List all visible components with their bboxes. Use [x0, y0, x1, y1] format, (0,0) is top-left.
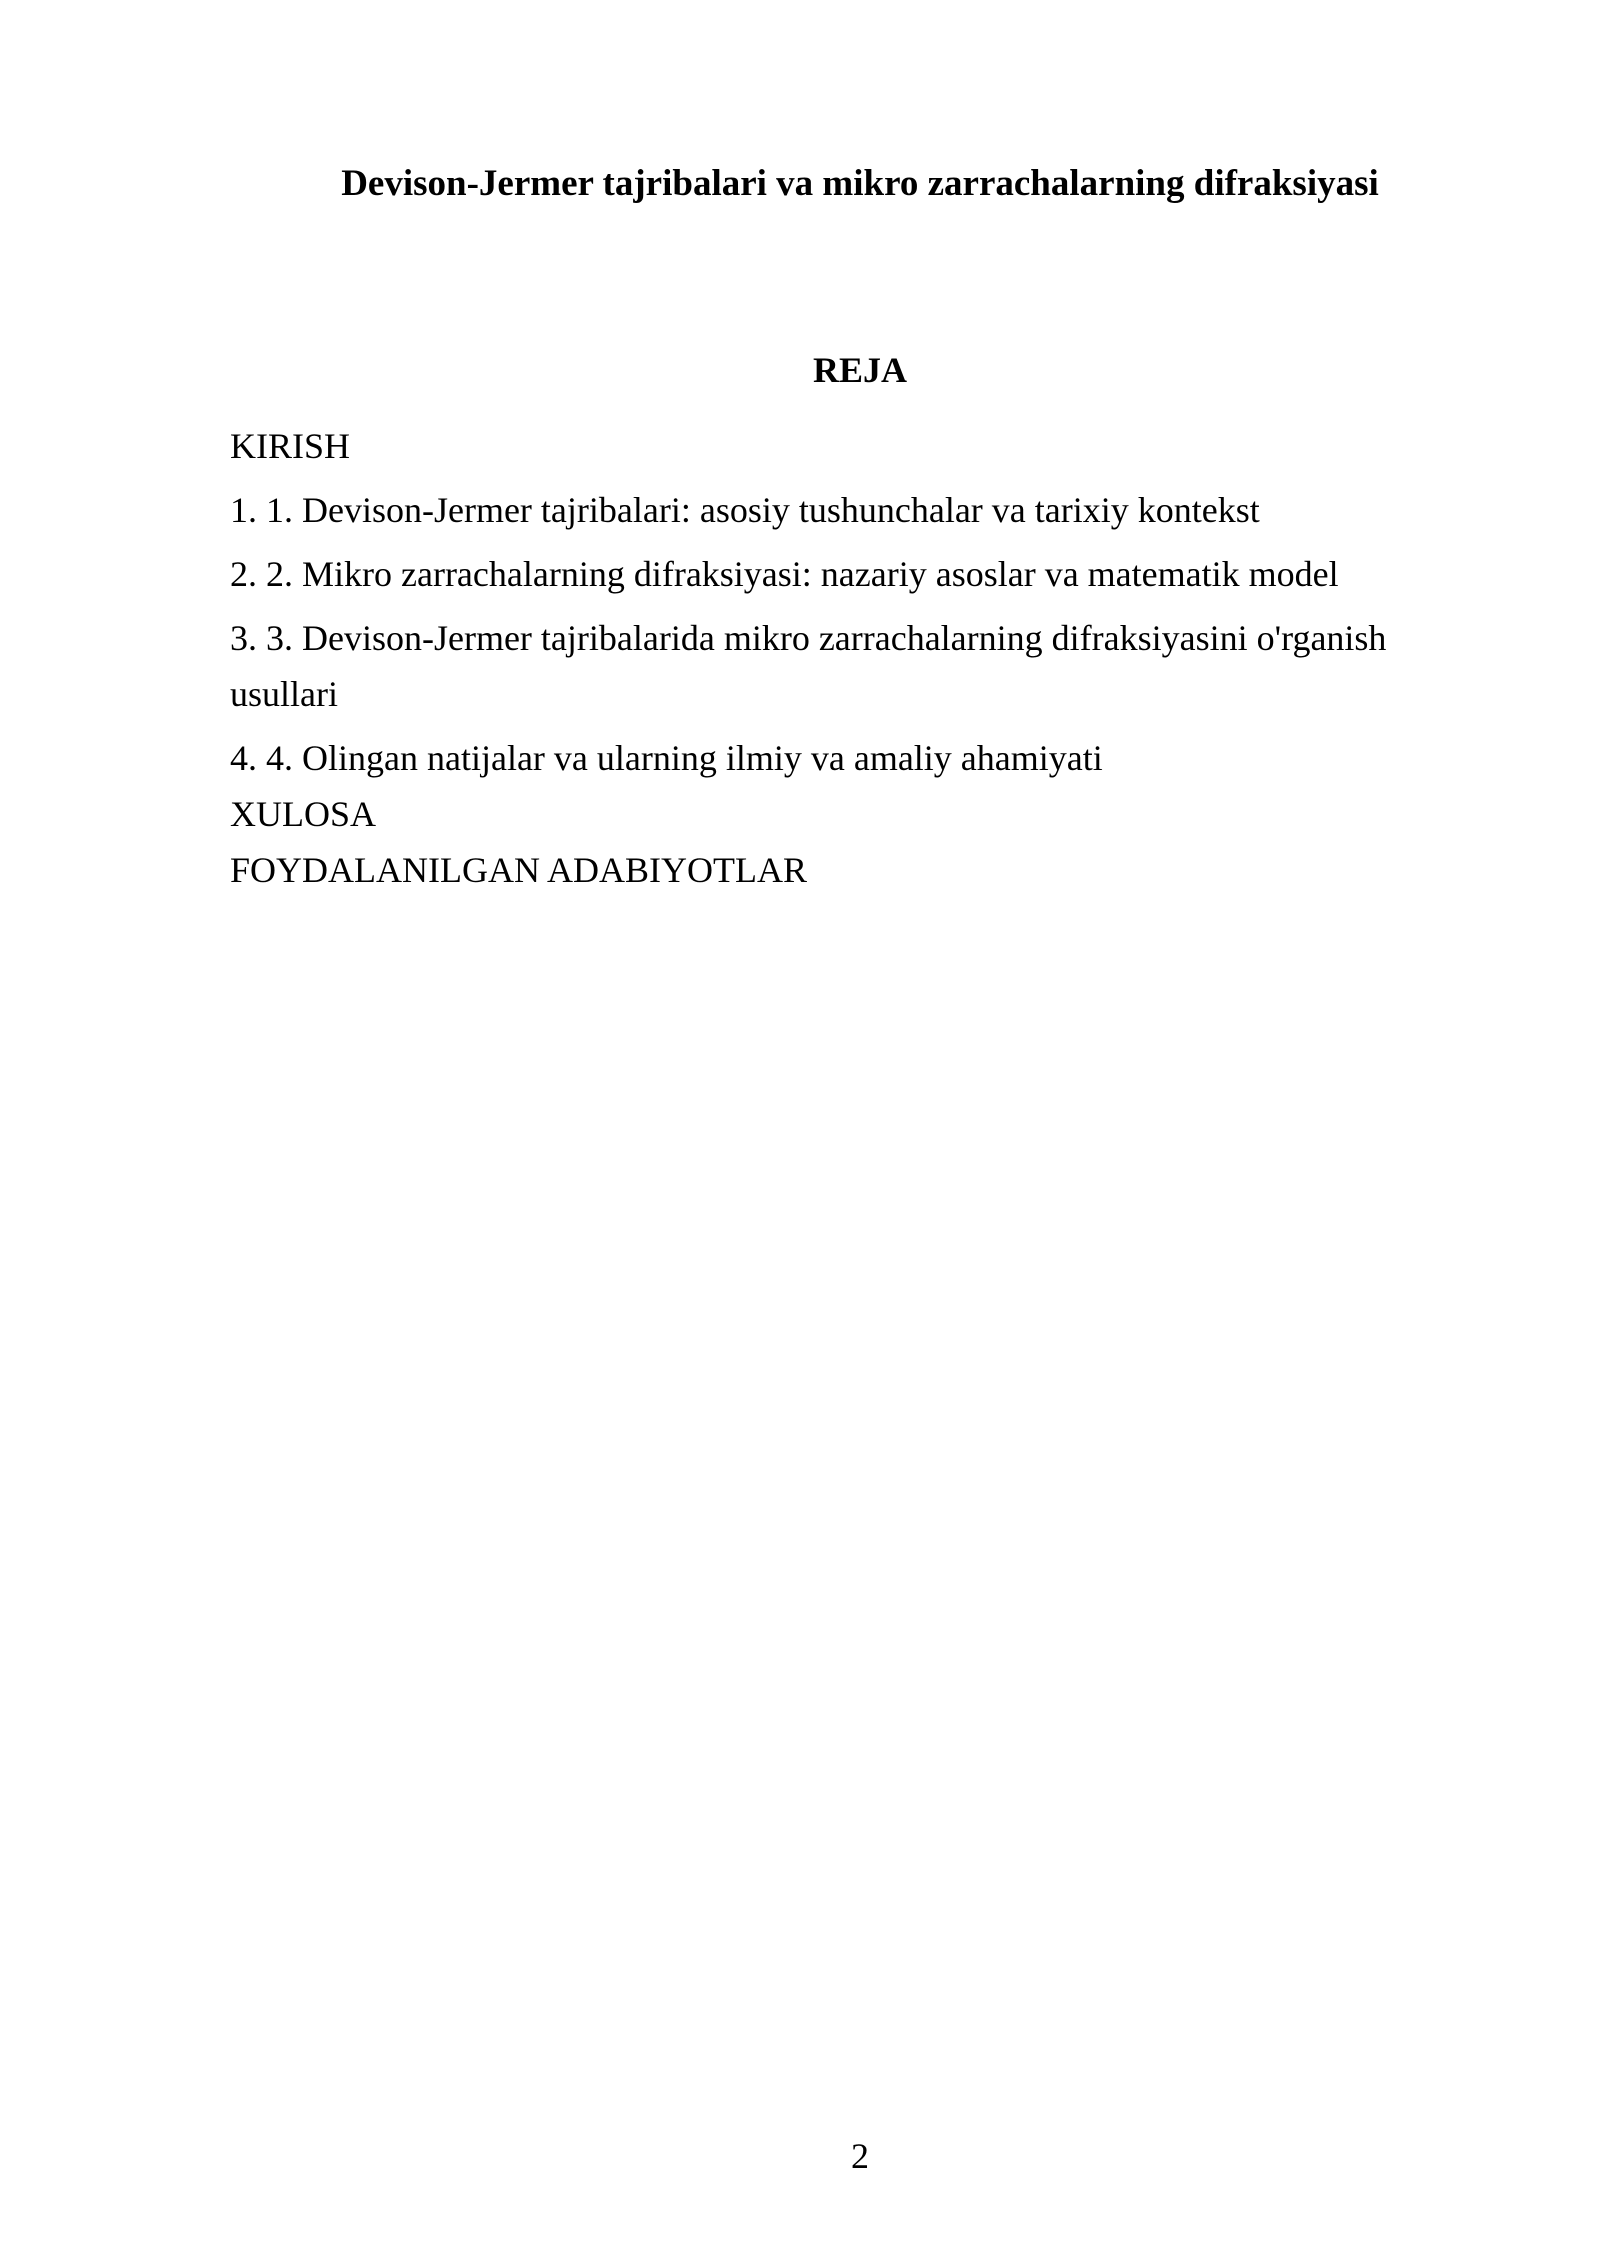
plan-item-references: FOYDALANILGAN ADABIYOTLAR — [230, 850, 807, 890]
plan-item-3: 3. 3. Devison-Jermer tajribalarida mikro zarrachalarning difraksiyasini o'rganish usullari — [230, 618, 1387, 714]
plan-heading: REJA — [812, 350, 907, 390]
plan-item-1: 1. 1. Devison-Jermer tajribalari: asosiy tushunchalar va tarixiy kontekst — [230, 490, 1260, 530]
plan-item-conclusion: XULOSA — [230, 794, 377, 834]
plan-item-2: 2. 2. Mikro zarrachalarning difraksiyasi: nazariy asoslar va matematik model — [230, 554, 1339, 594]
document-title: Devison-Jermer tajribalari va mikro zarrachalarning difraksiyasi — [341, 163, 1379, 204]
plan-item-introduction: KIRISH — [230, 426, 351, 466]
plan-item-4: 4. 4. Olingan natijalar va ularning ilmiy va amaliy ahamiyati — [230, 738, 1103, 778]
page-number: 2 — [851, 2136, 869, 2176]
plan-list — [230, 418, 1475, 898]
